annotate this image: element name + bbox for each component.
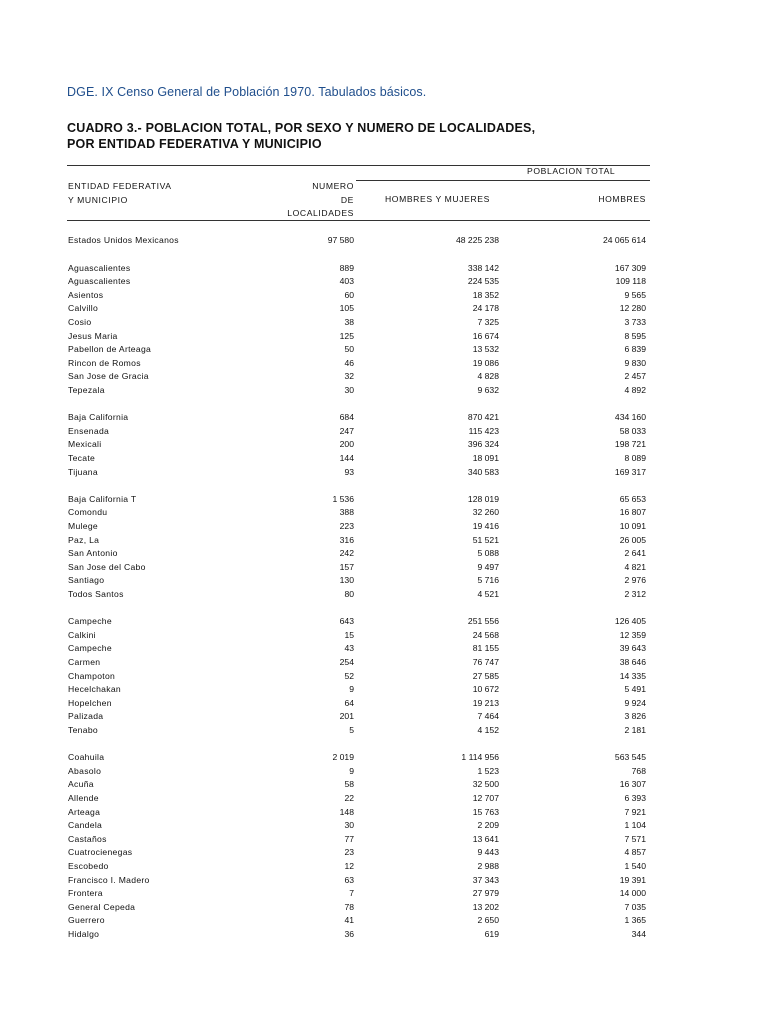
row-men: 14 000	[619, 888, 646, 899]
table-row	[0, 493, 768, 506]
table-row	[0, 547, 768, 560]
row-total: 2 988	[477, 860, 499, 871]
row-total: 32 260	[472, 507, 499, 518]
row-name: Paz, La	[68, 534, 100, 545]
table-row	[0, 792, 768, 805]
row-localities: 64	[344, 697, 354, 708]
row-name: Baja California	[68, 412, 129, 423]
row-men: 38 646	[619, 656, 646, 667]
row-men: 39 643	[619, 643, 646, 654]
table-row	[0, 778, 768, 791]
row-localities: 77	[344, 833, 354, 844]
row-men: 9 924	[624, 697, 646, 708]
table-row	[0, 819, 768, 832]
row-name: Guerrero	[68, 915, 105, 926]
table-row	[0, 370, 768, 383]
row-name: Ensenada	[68, 425, 110, 436]
header-localities-line-2: DE	[340, 194, 354, 205]
row-name: Asientos	[68, 289, 104, 300]
row-men: 7 035	[624, 901, 646, 912]
row-localities: 144	[339, 452, 354, 463]
row-localities: 130	[339, 575, 354, 586]
row-localities: 889	[339, 262, 354, 273]
row-men: 4 857	[624, 847, 646, 858]
row-name: Calkini	[68, 629, 96, 640]
table-row	[0, 520, 768, 533]
row-men: 3 733	[624, 316, 646, 327]
row-men: 4 892	[624, 384, 646, 395]
row-name: Tepezala	[68, 384, 105, 395]
header-localities-line-3: LOCALIDADES	[287, 208, 354, 218]
row-total: 81 155	[472, 643, 499, 654]
row-total: 27 979	[472, 888, 499, 899]
table-title	[67, 120, 535, 152]
row-total: 15 763	[472, 806, 499, 817]
row-total: 9 632	[477, 384, 499, 395]
row-total: 7 325	[477, 316, 499, 327]
row-localities: 7	[349, 888, 354, 899]
row-localities: 97 580	[327, 235, 354, 245]
row-total: 13 202	[472, 901, 499, 912]
header-both-sexes: HOMBRES Y MUJERES	[385, 194, 490, 204]
row-total: 51 521	[472, 534, 499, 545]
row-localities: 200	[339, 439, 354, 450]
row-name: Carmen	[68, 656, 101, 667]
row-total: 2 209	[477, 820, 499, 831]
row-localities: 58	[344, 779, 354, 790]
row-localities: 78	[344, 901, 354, 912]
row-localities: 32	[344, 371, 354, 382]
row-men: 58 033	[619, 425, 646, 436]
row-men: 9 830	[624, 357, 646, 368]
row-men: 9 565	[624, 289, 646, 300]
row-men: 126 405	[614, 616, 646, 627]
row-men: 65 653	[619, 493, 646, 504]
row-total: 27 585	[472, 670, 499, 681]
row-total: 115 423	[468, 425, 499, 436]
row-name: San Jose del Cabo	[68, 561, 146, 572]
table-row	[0, 642, 768, 655]
row-name: Comondu	[68, 507, 108, 518]
row-total: 24 568	[472, 629, 499, 640]
header-entity	[68, 180, 172, 207]
table-row	[0, 901, 768, 914]
row-name: Aguascalientes	[68, 276, 131, 287]
row-name: Calvillo	[68, 303, 99, 314]
row-total: 48 225 238	[455, 235, 499, 245]
row-total: 19 416	[472, 520, 499, 531]
row-men: 7 921	[624, 806, 646, 817]
row-localities: 38	[344, 316, 354, 327]
title-line-2: POR ENTIDAD FEDERATIVA Y MUNICIPIO	[67, 137, 322, 151]
row-localities: 9	[349, 684, 354, 695]
table-row	[0, 806, 768, 819]
row-men: 768	[631, 765, 646, 776]
row-name: Santiago	[68, 575, 105, 586]
row-name: San Jose de Gracia	[68, 371, 149, 382]
row-localities: 12	[344, 860, 354, 871]
row-localities: 157	[339, 561, 354, 572]
row-name: Campeche	[68, 643, 112, 654]
table-row	[0, 275, 768, 288]
table-row	[0, 302, 768, 315]
row-localities: 23	[344, 847, 354, 858]
row-total: 4 828	[477, 371, 499, 382]
row-localities: 30	[344, 820, 354, 831]
row-men: 2 457	[624, 371, 646, 382]
row-total: 9 497	[477, 561, 499, 572]
table-row	[0, 438, 768, 451]
row-name: Todos Santos	[68, 588, 124, 599]
row-men: 26 005	[619, 534, 646, 545]
row-men: 24 065 614	[602, 235, 646, 245]
row-name: Arteaga	[68, 806, 101, 817]
row-name: Jesus Maria	[68, 330, 118, 341]
row-localities: 36	[344, 928, 354, 939]
row-localities: 643	[339, 616, 354, 627]
row-localities: 684	[339, 412, 354, 423]
table-row	[0, 683, 768, 696]
row-name: Coahuila	[68, 752, 105, 763]
row-name: Baja California T	[68, 493, 137, 504]
header-entity-line-2: Y MUNICIPIO	[68, 194, 128, 205]
row-total: 870 421	[467, 412, 499, 423]
table-row	[0, 452, 768, 465]
row-name: Candela	[68, 820, 103, 831]
row-localities: 50	[344, 344, 354, 355]
row-men: 8 595	[624, 330, 646, 341]
row-total: 340 583	[467, 466, 499, 477]
table-row	[0, 751, 768, 764]
row-men: 2 976	[624, 575, 646, 586]
row-men: 6 839	[624, 344, 646, 355]
row-name: Estados Unidos Mexicanos	[68, 235, 179, 245]
row-name: Castaños	[68, 833, 107, 844]
row-total: 5 088	[477, 548, 499, 559]
source-line: DGE. IX Censo General de Población 1970. Tabulados básicos.	[67, 85, 427, 99]
row-localities: 52	[344, 670, 354, 681]
table-row	[0, 928, 768, 941]
row-total: 338 142	[467, 262, 499, 273]
row-total: 12 707	[472, 792, 499, 803]
row-localities: 41	[344, 915, 354, 926]
row-name: Campeche	[68, 616, 112, 627]
row-men: 8 089	[624, 452, 646, 463]
row-name: General Cepeda	[68, 901, 136, 912]
row-localities: 60	[344, 289, 354, 300]
row-localities: 22	[344, 792, 354, 803]
row-localities: 46	[344, 357, 354, 368]
row-total: 1 114 956	[461, 752, 499, 763]
row-localities: 1 536	[332, 493, 354, 504]
row-total: 37 343	[472, 874, 499, 885]
row-localities: 15	[344, 629, 354, 640]
row-name: Tijuana	[68, 466, 98, 477]
table-row	[0, 289, 768, 302]
table-row	[0, 724, 768, 737]
row-name: Hecelchakan	[68, 684, 121, 695]
row-localities: 223	[339, 520, 354, 531]
row-localities: 80	[344, 588, 354, 599]
table-row	[0, 588, 768, 601]
row-name: Allende	[68, 792, 99, 803]
row-localities: 148	[339, 806, 354, 817]
table-row	[0, 411, 768, 424]
row-men: 10 091	[619, 520, 646, 531]
header-localities	[287, 180, 354, 221]
table-row	[0, 833, 768, 846]
row-name: Palizada	[68, 711, 104, 722]
row-total: 251 556	[467, 616, 499, 627]
row-name: Acuña	[68, 779, 94, 790]
row-total: 2 650	[477, 915, 499, 926]
header-localities-line-1: NUMERO	[312, 181, 354, 191]
row-men: 1 365	[624, 915, 646, 926]
row-men: 16 307	[619, 779, 646, 790]
row-name: Pabellon de Arteaga	[68, 344, 152, 355]
row-total: 4 152	[477, 724, 499, 735]
row-name: Champoton	[68, 670, 116, 681]
row-men: 109 118	[615, 276, 646, 287]
row-men: 1 540	[624, 860, 646, 871]
row-men: 169 317	[614, 466, 646, 477]
row-name: Tenabo	[68, 724, 98, 735]
row-localities: 30	[344, 384, 354, 395]
row-localities: 316	[339, 534, 354, 545]
row-men: 4 821	[624, 561, 646, 572]
row-name: Escobedo	[68, 860, 109, 871]
table-row	[0, 425, 768, 438]
row-name: Francisco I. Madero	[68, 874, 150, 885]
row-localities: 403	[339, 276, 354, 287]
table-row	[0, 656, 768, 669]
row-men: 434 160	[614, 412, 646, 423]
row-name: San Antonio	[68, 548, 118, 559]
row-localities: 388	[339, 507, 354, 518]
row-name: Tecate	[68, 452, 96, 463]
row-localities: 5	[349, 724, 354, 735]
row-total: 16 674	[472, 330, 499, 341]
row-localities: 125	[339, 330, 354, 341]
row-total: 24 178	[472, 303, 499, 314]
table-row	[0, 670, 768, 683]
row-name: Hopelchen	[68, 697, 112, 708]
row-total: 9 443	[477, 847, 499, 858]
row-total: 19 213	[472, 697, 499, 708]
row-men: 344	[631, 928, 646, 939]
table-row	[0, 357, 768, 370]
row-men: 1 104	[624, 820, 646, 831]
row-total: 76 747	[472, 656, 499, 667]
row-men: 16 807	[619, 507, 646, 518]
row-total: 10 672	[472, 684, 499, 695]
table-row	[0, 534, 768, 547]
row-men: 7 571	[624, 833, 646, 844]
row-total: 128 019	[467, 493, 499, 504]
table-row	[0, 343, 768, 356]
row-men: 167 309	[614, 262, 646, 273]
row-name: Frontera	[68, 888, 103, 899]
row-localities: 201	[339, 711, 354, 722]
row-name: Mexicali	[68, 439, 102, 450]
table-row	[0, 846, 768, 859]
row-men: 2 181	[624, 724, 646, 735]
row-men: 2 312	[624, 588, 646, 599]
table-row	[0, 234, 768, 247]
row-men: 19 391	[619, 874, 646, 885]
table-row	[0, 765, 768, 778]
row-total: 19 086	[472, 357, 499, 368]
table-row	[0, 874, 768, 887]
header-group-rule	[356, 180, 650, 181]
row-name: Rincon de Romos	[68, 357, 141, 368]
row-name: Aguascalientes	[68, 262, 131, 273]
table-row	[0, 466, 768, 479]
row-name: Hidalgo	[68, 928, 100, 939]
table-row	[0, 262, 768, 275]
row-men: 12 359	[619, 629, 646, 640]
title-line-1: CUADRO 3.- POBLACION TOTAL, POR SEXO Y NUMERO DE LOCALIDADES,	[67, 121, 536, 135]
row-localities: 43	[344, 643, 354, 654]
row-localities: 93	[344, 466, 354, 477]
row-name: Mulege	[68, 520, 98, 531]
row-men: 3 826	[624, 711, 646, 722]
header-entity-line-1: ENTIDAD FEDERATIVA	[68, 181, 172, 191]
table-row	[0, 629, 768, 642]
table-row	[0, 887, 768, 900]
header-men: HOMBRES	[598, 194, 646, 204]
row-men: 2 641	[624, 548, 646, 559]
table-row	[0, 914, 768, 927]
header-group-label: POBLACION TOTAL	[527, 166, 616, 176]
row-total: 224 535	[467, 276, 499, 287]
row-name: Abasolo	[68, 765, 102, 776]
row-total: 5 716	[477, 575, 499, 586]
row-localities: 2 019	[332, 752, 354, 763]
row-total: 18 352	[472, 289, 499, 300]
row-men: 563 545	[614, 752, 646, 763]
table-row	[0, 330, 768, 343]
row-men: 6 393	[624, 792, 646, 803]
table-row	[0, 710, 768, 723]
row-total: 13 641	[472, 833, 499, 844]
row-total: 13 532	[472, 344, 499, 355]
table-row	[0, 697, 768, 710]
row-localities: 63	[344, 874, 354, 885]
row-total: 1 523	[477, 765, 499, 776]
row-total: 4 521	[477, 588, 499, 599]
row-men: 12 280	[619, 303, 646, 314]
table-row	[0, 615, 768, 628]
table-row	[0, 316, 768, 329]
table-row	[0, 506, 768, 519]
row-localities: 242	[339, 548, 354, 559]
row-localities: 105	[339, 303, 354, 314]
table-row	[0, 384, 768, 397]
row-localities: 9	[349, 765, 354, 776]
row-name: Cuatrocienegas	[68, 847, 133, 858]
table-row	[0, 561, 768, 574]
row-total: 32 500	[472, 779, 499, 790]
row-total: 619	[484, 928, 499, 939]
row-name: Cosio	[68, 316, 92, 327]
row-men: 5 491	[624, 684, 646, 695]
table-row	[0, 860, 768, 873]
row-total: 7 464	[477, 711, 499, 722]
table-row	[0, 574, 768, 587]
row-total: 396 324	[467, 439, 499, 450]
header-bottom-rule	[67, 220, 650, 221]
row-total: 18 091	[472, 452, 499, 463]
row-localities: 254	[339, 656, 354, 667]
row-men: 198 721	[614, 439, 646, 450]
row-localities: 247	[339, 425, 354, 436]
row-men: 14 335	[619, 670, 646, 681]
